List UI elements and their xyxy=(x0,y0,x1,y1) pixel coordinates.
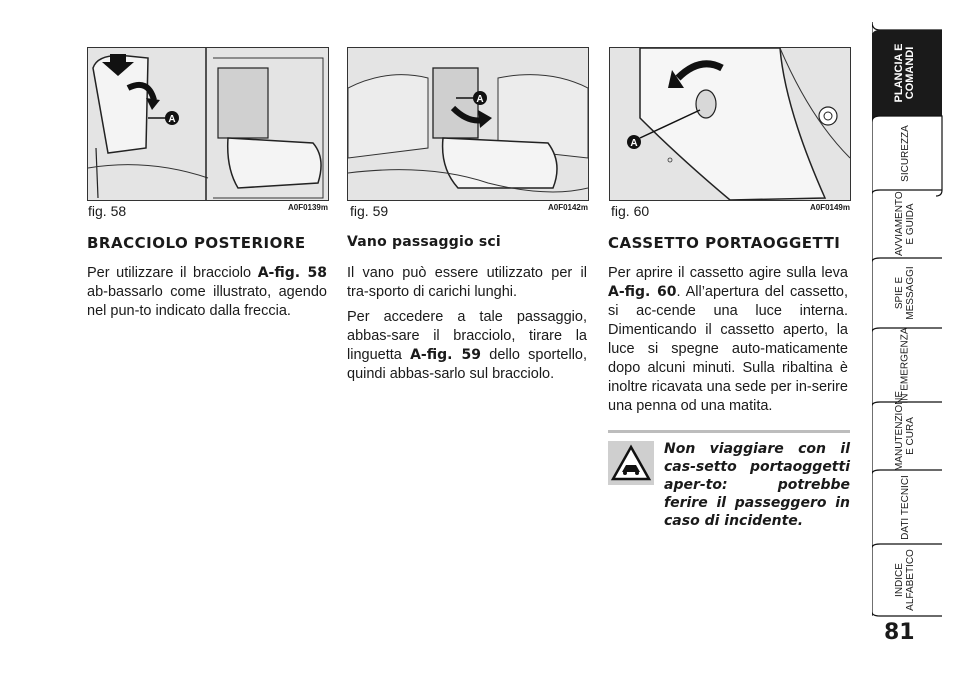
figure-60-caption: fig. 60 xyxy=(611,203,650,219)
figure-60-marker: A xyxy=(630,138,638,149)
page-number: 81 xyxy=(884,620,915,645)
figure-reference: A-fig. 58 xyxy=(257,265,328,281)
paragraph-bracciolo xyxy=(87,264,327,321)
heading-bracciolo: BRACCIOLO POSTERIORE xyxy=(87,234,306,252)
figure-58-caption: fig. 58 xyxy=(88,203,127,219)
tab-label: DATI TECNICI xyxy=(899,474,911,540)
tab-manutenzione-cura[interactable] xyxy=(870,391,940,471)
figure-58-code: A0F0139m xyxy=(287,203,328,212)
figure-59-marker: A xyxy=(476,94,484,105)
paragraph-vano-sci-1: Il vano può essere utilizzato per il tra-sporto di carichi lunghi. xyxy=(347,265,587,300)
tab-sicurezza[interactable] xyxy=(870,116,940,190)
tab-label: SPIE E MESSAGGI xyxy=(894,266,916,320)
tab-plancia-comandi[interactable] xyxy=(870,30,940,116)
armrest-illustration xyxy=(88,48,328,200)
warning-divider xyxy=(608,430,850,433)
tab-label: SICUREZZA xyxy=(899,124,911,182)
warning-message: Non viaggiare con il cas-setto portaoggetti aper-to: potrebbe ferire il passeggero in caso di incidente. xyxy=(664,441,850,529)
heading-vano-sci: Vano passaggio sci xyxy=(347,234,501,250)
tab-spie-messaggi[interactable] xyxy=(870,258,940,328)
paragraph-cassetto xyxy=(608,264,848,416)
ski-pass-illustration xyxy=(348,48,588,200)
text-segment: Per accedere a tale passaggio, abbas-sare il bracciolo, tirare la linguetta xyxy=(347,309,587,363)
figure-reference: A-fig. 60 xyxy=(608,284,677,300)
tab-in-emergenza[interactable] xyxy=(870,328,940,402)
tab-avviamento-guida[interactable] xyxy=(870,190,940,258)
text-segment: Per aprire il cassetto agire sulla leva xyxy=(608,265,848,281)
figure-58-marker: A xyxy=(168,114,176,125)
tab-label: MANUTENZIONE E CURA xyxy=(894,391,916,471)
warning-text xyxy=(608,440,850,530)
paragraph-vano-sci-2 xyxy=(347,308,587,384)
figure-59 xyxy=(347,47,589,201)
text-segment: ab-bassarlo come illustrato, agendo nel pun-to indicato dalla freccia. xyxy=(87,284,327,319)
tab-indice-alfabetico[interactable] xyxy=(870,544,940,616)
heading-cassetto: CASSETTO PORTAOGGETTI xyxy=(608,234,841,252)
figure-59-code: A0F0142m xyxy=(547,203,588,212)
figure-59-caption: fig. 59 xyxy=(350,203,389,219)
figure-58 xyxy=(87,47,329,201)
text-segment: dello sportello, quindi abbas-sarlo sul bracciolo. xyxy=(347,347,588,382)
figure-60 xyxy=(609,47,851,201)
tab-label: AVVIAMENTO E GUIDA xyxy=(894,191,916,256)
tab-dati-tecnici[interactable] xyxy=(870,470,940,544)
figure-reference: A-fig. 59 xyxy=(410,347,482,363)
tab-label: IN EMERGENZA xyxy=(899,326,911,404)
tab-label: INDICE ALFABETICO xyxy=(894,549,916,611)
glovebox-illustration xyxy=(610,48,850,200)
figure-60-code: A0F0149m xyxy=(809,203,850,212)
text-segment: . All’apertura del cassetto, si ac-cende una luce interna. Dimenticando il cassetto aperto, la luce si spegne auto-maticamente dopo alcuni minuti. Sulla ribaltina è inoltre ricavata una sede per in-serire una penna od una matita. xyxy=(608,284,848,414)
text-segment: Per utilizzare il bracciolo xyxy=(87,265,258,281)
tab-label: PLANCIA E COMANDI xyxy=(893,43,916,103)
